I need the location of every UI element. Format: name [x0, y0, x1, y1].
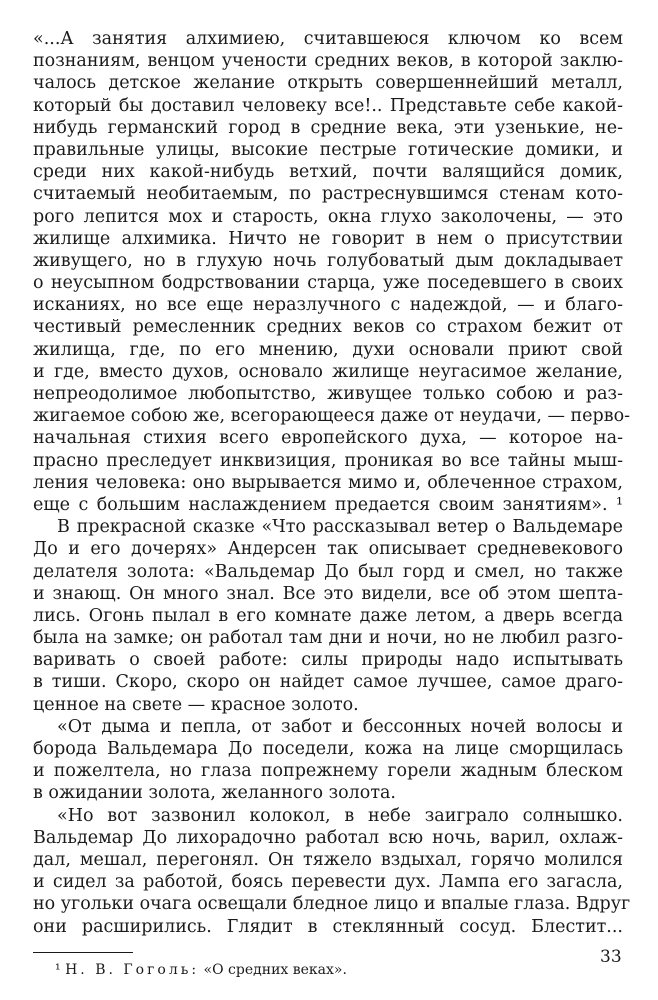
text-line: рого лепится мох и старость, окна глухо заколочены, — это — [33, 206, 623, 227]
text-line: начальная стихия всего европейского духа, — которое на- — [33, 428, 623, 449]
text-line: лись. Огонь пылал в его комнате даже летом, а дверь всегда — [33, 605, 623, 626]
text-line: считаемый необитаемым, по растреснувшимся стенам кото- — [33, 184, 623, 205]
page-body — [33, 28, 631, 988]
text-line: живущего, но в глухую ночь голубоватый дым докладывает — [33, 250, 623, 271]
footnote — [33, 961, 623, 979]
page-number: 33 — [600, 947, 622, 967]
text-line: но угольки очага освещали бледное лицо и впалые глаза. Вдруг — [33, 894, 631, 915]
text-line: борода Вальдемара До поседели, кожа на лице сморщилась — [33, 739, 623, 759]
text-line: прасно преследует инквизиция, проникая во все тайны мыш- — [33, 450, 623, 471]
text-line: варивать о своей работе: силы природы надо испытывать — [33, 650, 623, 671]
text-line: жигаемое собою же, всегорающееся даже от неудачи, — перво- — [33, 406, 631, 427]
text-line: они расширились. Глядит в стеклянный сосуд. Блестит... — [33, 916, 623, 937]
text-line: и сидел за работой, боясь перевести дух. Лампа его загасла, — [33, 872, 623, 893]
text-line: Вальдемар До лихорадочно работал всю ночь, варил, охлаж- — [33, 827, 623, 848]
footnote-marker: ¹ — [55, 961, 61, 978]
text-line: в тиши. Скоро, скоро он найдет самое лучшее, самое драго- — [33, 672, 623, 693]
text-line: который бы доставил человеку все!.. Представьте себе какой- — [33, 95, 623, 116]
text-line: и знающ. Он много знал. Все это видели, все об этом шепта- — [33, 583, 623, 604]
text-line: «...А занятия алхимиею, считавшеюся ключом ко всем — [33, 29, 623, 49]
text-line: дал, мешал, перегонял. Он тяжело вздыхал, горячо молился — [33, 849, 623, 870]
text-line: и пожелтела, но глаза попрежнему горели жадным блеском — [33, 761, 623, 782]
text-line: ценное на свете — красное золото. — [33, 694, 359, 715]
text-line: была на замке; он работал там дни и ночи, но не любил разго- — [33, 628, 623, 649]
text-line: и где, вместо духов, основало жилище неугасимое желание, — [33, 361, 623, 382]
text-line: честивый ремесленник средних веков со страхом бежит от — [33, 317, 623, 338]
text-line: о неусыпном бодрствовании старца, уже поседевшего в своих — [33, 273, 623, 294]
footnote-divider — [33, 952, 133, 953]
footnote-work: «О средних веках». — [203, 961, 347, 978]
text-line: среди них какой-нибудь ветхий, почти валящийся домик, — [33, 162, 623, 183]
text-line: В прекрасной сказке «Что рассказывал ветер о Вальдемаре — [57, 517, 623, 538]
text-line: жилище алхимика. Ничто не говорит в нем о присутствии — [33, 228, 623, 249]
text-line: До и его дочерях» Андерсен так описывает средневекового — [33, 539, 623, 560]
text-line: чалось детское желание открыть совершеннейший металл, — [33, 73, 623, 94]
text-line: «От дыма и пепла, от забот и бессонных ночей волосы и — [57, 716, 623, 737]
text-line: ления человека: оно вырывается мимо и, облеченное страхом, — [33, 472, 623, 493]
text-line: непреодолимое любопытство, живущее только собою и раз- — [33, 384, 623, 404]
text-line: еще с большим наслаждением предается своим занятиям». ¹ — [33, 494, 623, 515]
text-line: правильные улицы, высокие пестрые готические домики, и — [33, 139, 623, 160]
text-line: «Но вот зазвонил колокол, в небе заиграло солнышко. — [57, 805, 623, 826]
text-line: исканиях, но все еще неразлучного с надеждой, — и благо- — [33, 295, 623, 316]
text-line: познаниям, венцом учености средних веков, в которой заклю- — [33, 51, 623, 72]
footnote-author: Н. В. Гоголь: — [65, 961, 200, 978]
text-line: нибудь германский город в средние века, эти узенькие, не- — [33, 117, 623, 138]
text-line: в ожидании золота, желанного золота. — [33, 783, 396, 804]
text-line: делателя золота: «Вальдемар До был горд и смел, но также — [33, 561, 623, 582]
text-line: жилища, где, по его мнению, духи основали приют свой — [33, 339, 623, 360]
